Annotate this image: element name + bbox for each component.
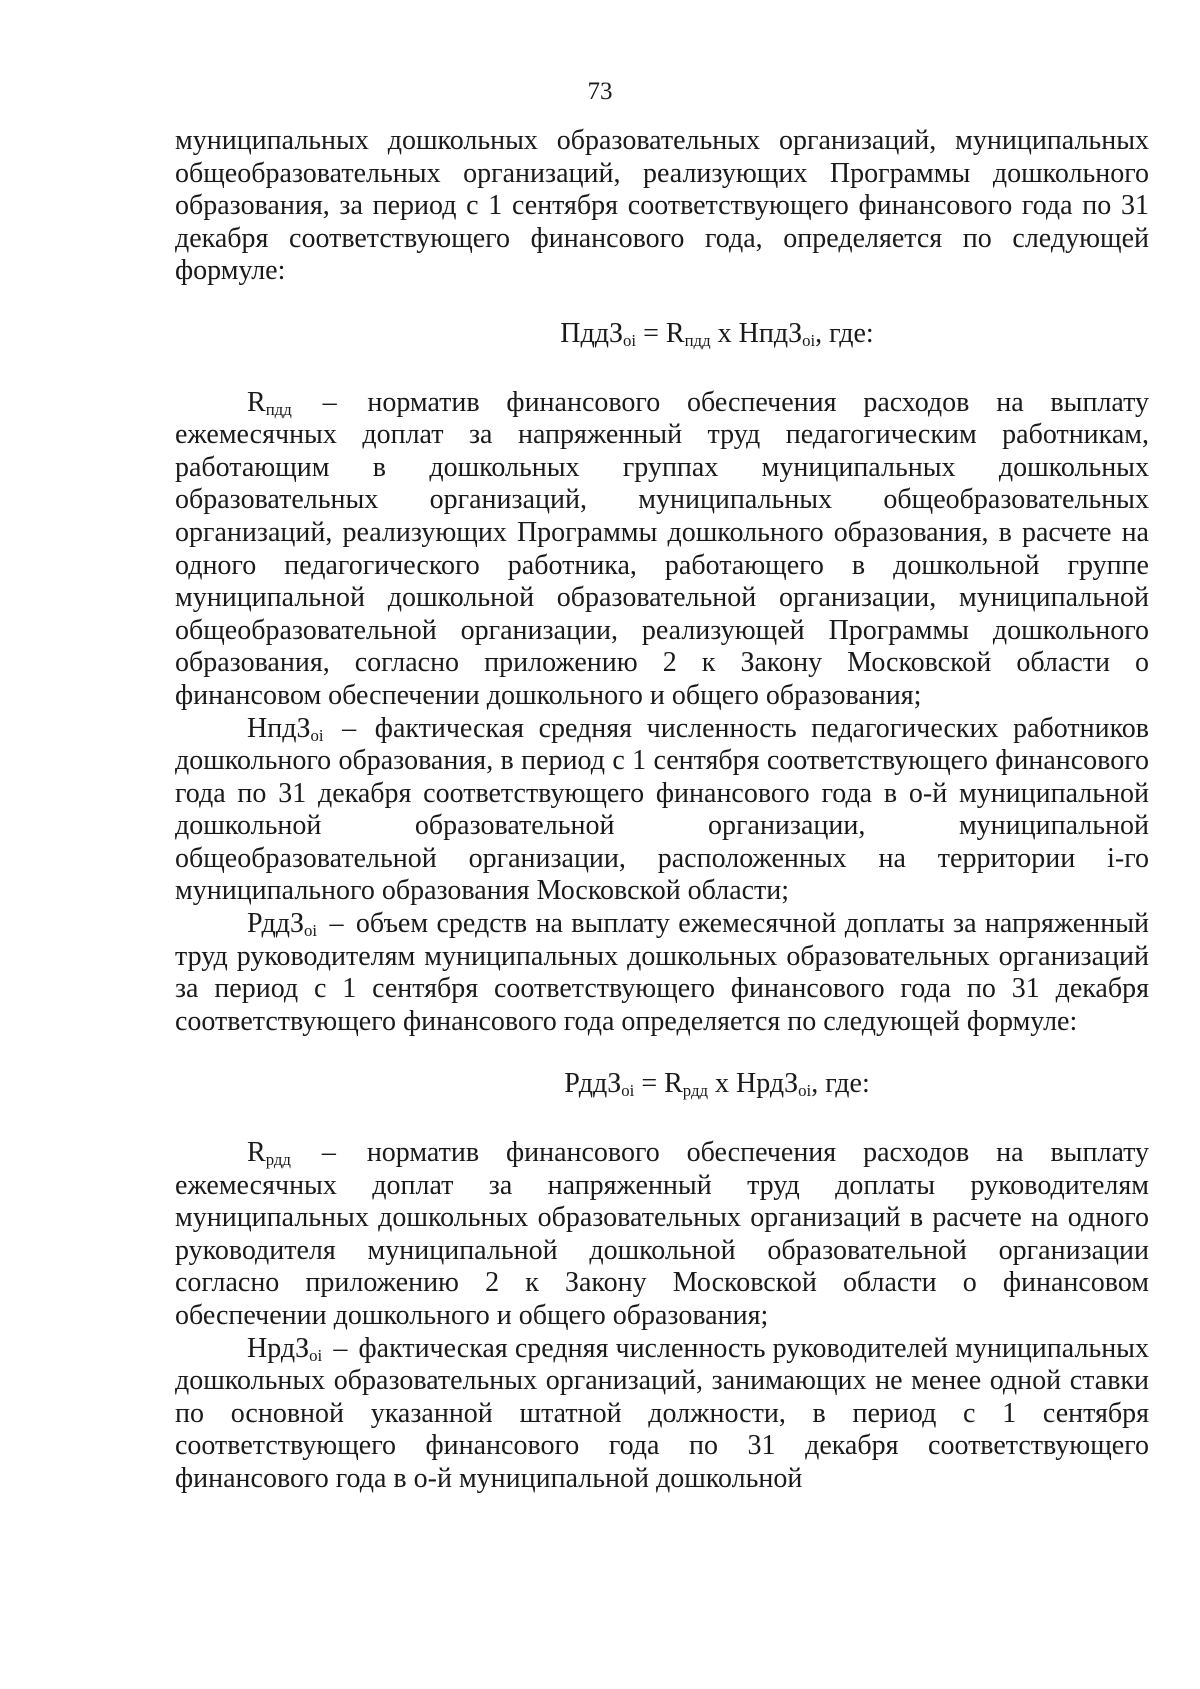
definition-dash: – bbox=[342, 712, 357, 744]
formula-subscript: oi bbox=[621, 1081, 635, 1101]
definition-subscript: oi bbox=[310, 725, 324, 745]
definition-rddz bbox=[175, 908, 1149, 1038]
formula-pddz bbox=[175, 318, 1149, 351]
formula-term: , где: bbox=[815, 317, 874, 349]
definition-r-pdd bbox=[175, 387, 1149, 713]
definition-dash: – bbox=[322, 386, 337, 418]
document-body bbox=[175, 125, 1149, 1496]
formula-subscript: oi bbox=[623, 330, 637, 350]
formula-subscript: oi bbox=[798, 1081, 812, 1101]
definition-text: фактическая средняя численность руководителей муниципальных дошкольных образовательных организаций, занимающих не менее одной ставки по основной указанной штатной должности, в период с 1 сентября соответствующего финансового года по 31 декабря соответствующего финансового года в о-й муниципальной дошкольной bbox=[175, 1332, 1149, 1494]
definition-dash: – bbox=[333, 1332, 348, 1364]
definition-dash: – bbox=[321, 1137, 336, 1169]
formula-term: , где: bbox=[811, 1068, 870, 1100]
formula-subscript: рдд bbox=[682, 1081, 709, 1101]
formula-rddz bbox=[175, 1068, 1149, 1101]
formula-subscript: пдд bbox=[684, 330, 711, 350]
definition-symbol: НрдЗ bbox=[247, 1332, 310, 1364]
definition-dash: – bbox=[329, 908, 344, 940]
formula-term: ПддЗ bbox=[560, 317, 624, 349]
definition-subscript: пдд bbox=[265, 399, 292, 419]
definition-text: норматив финансового обеспечения расходов на выплату ежемесячных доплат за напряженный труд доплаты руководителям муниципальных дошкольных образовательных организаций в расчете на одного руководителя муниципальной дошкольной образовательной организации согласно приложению 2 к Закону Московской области о финансовом обеспечении дошкольного и общего образования; bbox=[175, 1137, 1150, 1331]
definition-r-rdd bbox=[175, 1137, 1149, 1333]
definition-symbol: R bbox=[247, 386, 266, 418]
formula-term: x НпдЗ bbox=[710, 317, 803, 349]
definition-symbol: РддЗ bbox=[247, 908, 305, 940]
definition-subscript: oi bbox=[309, 1345, 323, 1365]
formula-term: РддЗ bbox=[564, 1068, 622, 1100]
definition-subscript: oi bbox=[304, 921, 318, 941]
definition-nrdz bbox=[175, 1333, 1149, 1496]
definition-text: объем средств на выплату ежемесячной доплаты за напряженный труд руководителям муниципальных дошкольных образовательных организаций за период с 1 сентября соответствующего финансового года по 31 декабря соответствующего финансового года определяется по следующей формуле: bbox=[175, 908, 1150, 1037]
definition-symbol: R bbox=[247, 1137, 266, 1169]
paragraph-intro: муниципальных дошкольных образовательных организаций, муниципальных общеобразовательных организаций, реализующих Программы дошкольного образования, за период с 1 сентября соответствующего финансового года по 31 декабря соответствующего финансового года, определяется по следующей формуле: bbox=[175, 125, 1149, 287]
definition-subscript: рдд bbox=[265, 1150, 291, 1170]
formula-subscript: oi bbox=[802, 330, 816, 350]
definition-text: фактическая средняя численность педагогических работников дошкольного образования, в период с 1 сентября соответствующего финансового года по 31 декабря соответствующего финансового года в о-й муниципальной дошкольной образовательной организации, муниципальной общеобразовательной организации, расположенных на территории i-го муниципального образования Московской области; bbox=[175, 712, 1149, 907]
formula-term: x НрдЗ bbox=[708, 1068, 799, 1100]
definition-text: норматив финансового обеспечения расходов на выплату ежемесячных доплат за напряженный труд педагогическим работникам, работающим в дошкольных группах муниципальных дошкольных образовательных организаций, муниципальных общеобразовательных организаций, реализующих Программы дошкольного образования, в расчете на одного педагогического работника, работающего в дошкольной группе муниципальной дошкольной образовательной организации, муниципальной общеобразовательной организации, реализующей Программы дошкольного образования, согласно приложению 2 к Закону Московской области о финансовом обеспечении дошкольного и общего образования; bbox=[175, 386, 1149, 711]
formula-term: = R bbox=[636, 317, 685, 349]
definition-npdz bbox=[175, 713, 1149, 909]
page-number: 73 bbox=[587, 78, 613, 105]
definition-symbol: НпдЗ bbox=[247, 712, 311, 744]
formula-term: = R bbox=[634, 1068, 683, 1100]
